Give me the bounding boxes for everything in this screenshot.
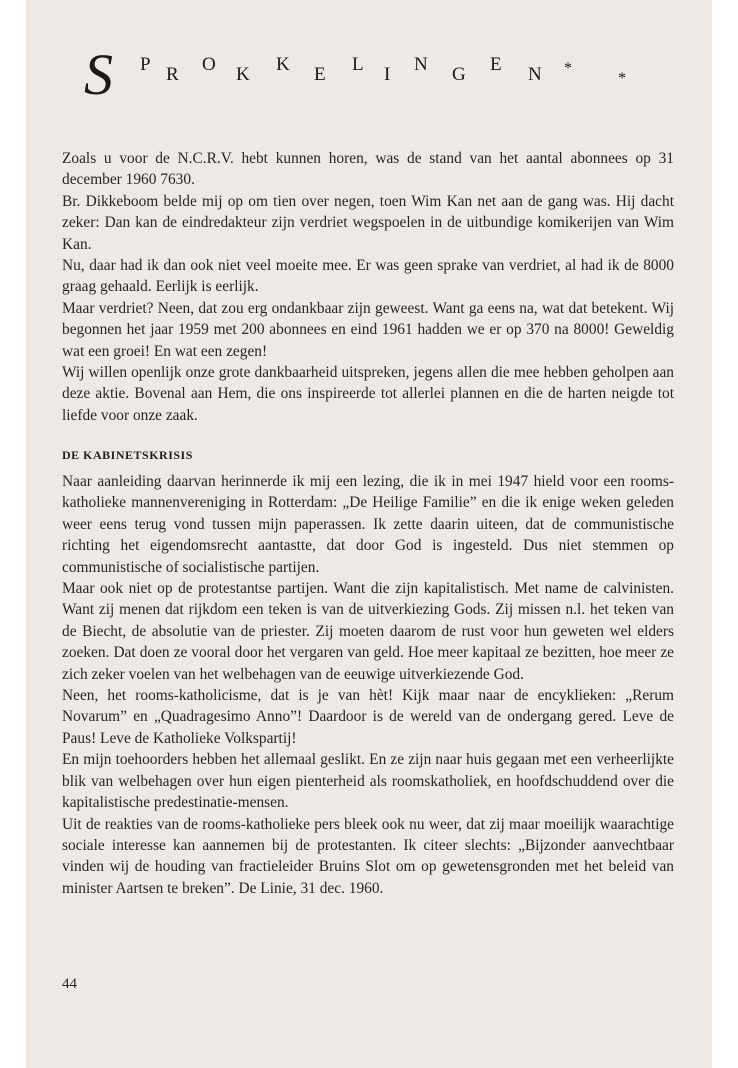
- paragraph: Wij willen openlijk onze grote dankbaarheid uitspreken, jegens allen die mee hebben geholpen aan deze aktie. Bovenal aan Hem, die ons inspireerde tot allerlei plannen en die de harten neigde tot liefde voor onze zaak.: [62, 364, 674, 424]
- title-letter: N: [528, 64, 542, 85]
- title-letter: I: [384, 64, 391, 85]
- paragraph: Neen, het rooms-katholicisme, dat is je van hèt! Kijk maar naar de encyklieken: „Rerum Novarum” en „Quadragesimo Anno”! Daardoor is de wereld van de ondergang gered. Leve de Paus! Leve de Katholieke Volkspartij!: [62, 687, 674, 747]
- paragraph: Nu, daar had ik dan ook niet veel moeite mee. Er was geen sprake van verdriet, al had ik de 8000 graag gehaald. Eerlijk is eerlijk.: [62, 257, 674, 296]
- page-number: 44: [62, 976, 77, 992]
- title-letter: R: [166, 64, 179, 85]
- section-heading: DE KABINETSKRISIS: [62, 448, 193, 462]
- title-letter: E: [314, 64, 326, 85]
- paragraph: Maar verdriet? Neen, dat zou erg ondankbaar zijn geweest. Want ga eens na, wat dat betekent. Wij begonnen het jaar 1959 met 200 abonnees en eind 1961 hadden we er op 370 na 8000! Geweldig wat een groei! En wat een zegen!: [62, 299, 674, 360]
- title-letter: K: [236, 64, 250, 85]
- title-letter: K: [276, 54, 290, 75]
- title-letter: N: [414, 54, 428, 75]
- star-icon: *: [564, 60, 572, 77]
- paragraph: En mijn toehoorders hebben het allemaal geslikt. En ze zijn naar huis gegaan met een verheerlijkte blik van welbehagen over hun eigen pienterheid als roomskatholiek, en hoofdschuddend over die kapitalistische predestinatie-mensen.: [62, 751, 674, 812]
- title-initial: S: [84, 42, 113, 107]
- paragraph: Uit de reakties van de rooms-katholieke pers bleek ook nu weer, dat zij maar moeilijk waarachtige sociale interesse kan aannemen bij de protestanten. Ik citeer slechts: „Bijzonder aanvechtbaar vinden wij de houding van fractieleider Bruins Slot om op gewetensgronden met het beleid van minister Aartsen te breken”. De Linie, 31 dec. 1960.: [62, 815, 674, 897]
- title-letters: [140, 40, 660, 110]
- paragraph: Maar ook niet op de protestantse partijen. Want die zijn kapitalistisch. Met name de calvinisten. Want zij menen dat rijkdom een teken is van de uitverkiezing Gods. Zij missen n.l. het teken van de Biecht, de absolutie van de priester. Zij moeten daarom de rust voor hun geweten wel elders zoeken. Dat doen ze vooral door het vergaren van geld. Hoe meer kapitaal ze bezitten, hoe meer ze zich zeker voelen van het welbehagen van de eeuwige uitverkiezende God.: [62, 580, 674, 683]
- title-letter: L: [352, 54, 364, 75]
- title-letter: P: [140, 54, 151, 75]
- paragraph: Br. Dikkeboom belde mij op om tien over negen, toen Wim Kan net aan de gang was. Hij dacht zeker: Dan kan de eindredakteur zijn verdriet wegspoelen in de uitbundige komikerijen van Wim Kan.: [62, 192, 674, 253]
- paragraph: Zoals u voor de N.C.R.V. hebt kunnen horen, was de stand van het aantal abonnees op 31 december 1960 7630.: [62, 150, 674, 189]
- intro-text: [62, 148, 674, 426]
- paragraph: Naar aanleiding daarvan herinnerde ik mij een lezing, die ik in mei 1947 hield voor een rooms-katholieke mannenvereniging in Rotterdam: „De Heilige Familie” en die ik enige weken geleden weer eens terug vond tussen mijn paperassen. Ik zette daarin uiteen, dat de communistische richting het eigendomsrecht aantastte, dat door God is ingesteld. Dus niet stemmen op communistische of socialistische partijen.: [62, 473, 674, 576]
- title-letter: G: [452, 64, 466, 85]
- title-letter: E: [490, 54, 502, 75]
- star-icon: *: [618, 70, 626, 87]
- page-title: [84, 40, 664, 110]
- section-text: [62, 471, 674, 899]
- title-letter: O: [202, 54, 216, 75]
